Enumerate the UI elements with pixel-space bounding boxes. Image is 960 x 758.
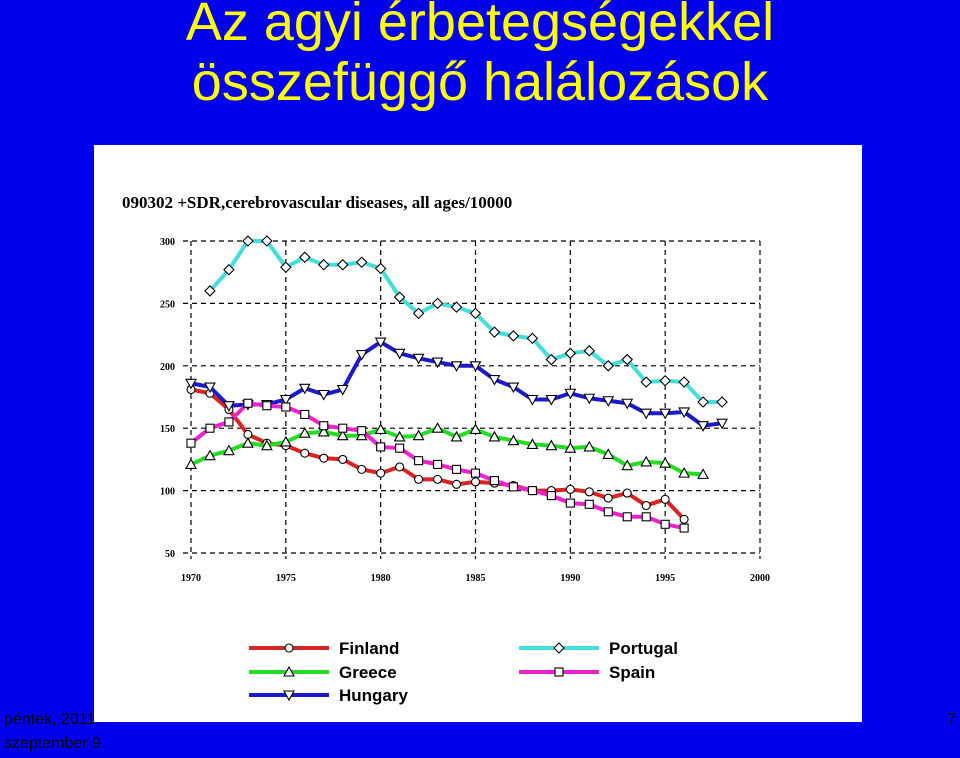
spain-point bbox=[472, 469, 480, 477]
finland-point bbox=[680, 515, 688, 523]
spain-point bbox=[528, 487, 536, 495]
series-portugal bbox=[205, 236, 727, 407]
chart-series bbox=[186, 236, 727, 532]
legend-label: Portugal bbox=[609, 639, 678, 658]
footer-date bbox=[4, 708, 105, 756]
legend-marker bbox=[554, 643, 564, 653]
legend-item-hungary bbox=[249, 686, 409, 705]
spain-point bbox=[225, 418, 233, 426]
spain-point bbox=[490, 477, 498, 485]
slide-title-line2: összefüggő halálozások bbox=[191, 52, 769, 112]
portugal-point bbox=[357, 257, 367, 267]
spain-point bbox=[263, 402, 271, 410]
legend-marker bbox=[285, 644, 293, 652]
x-tick-label: 1970 bbox=[181, 573, 201, 584]
x-tick-label: 1985 bbox=[465, 573, 486, 584]
x-tick-label: 1980 bbox=[370, 573, 391, 584]
spain-point bbox=[680, 524, 688, 532]
spain-point bbox=[547, 492, 555, 500]
finland-point bbox=[604, 494, 612, 502]
finland-point bbox=[301, 449, 309, 457]
x-tick-label: 2000 bbox=[750, 573, 770, 584]
spain-point bbox=[206, 424, 214, 432]
finland-point bbox=[642, 502, 650, 510]
finland-point bbox=[415, 475, 423, 483]
spain-point bbox=[415, 457, 423, 465]
finland-point bbox=[585, 488, 593, 496]
y-tick-label: 150 bbox=[160, 424, 175, 436]
spain-point bbox=[623, 513, 631, 521]
spain-point bbox=[244, 399, 252, 407]
finland-point bbox=[339, 455, 347, 463]
x-tick-label: 1990 bbox=[560, 573, 581, 584]
spain-point bbox=[434, 460, 442, 468]
spain-point bbox=[358, 427, 366, 435]
series-greece bbox=[186, 423, 708, 478]
chart-legend bbox=[249, 639, 678, 705]
footer-date-line1: péntek, 2011. bbox=[4, 711, 100, 728]
page-number: 7 bbox=[947, 711, 956, 728]
finland-point bbox=[453, 480, 461, 488]
legend-item-greece bbox=[249, 663, 397, 682]
footer-date-line2: szeptember 9. bbox=[4, 735, 106, 752]
spain-point bbox=[661, 520, 669, 528]
portugal-point bbox=[565, 348, 575, 358]
finland-point bbox=[320, 454, 328, 462]
spain-point bbox=[509, 483, 517, 491]
spain-point bbox=[453, 465, 461, 473]
slide-title-line1: Az agyi érbetegségekkel bbox=[185, 0, 775, 52]
legend-item-spain bbox=[519, 663, 655, 682]
legend-marker bbox=[555, 668, 563, 676]
finland-point bbox=[377, 469, 385, 477]
finland-point bbox=[396, 463, 404, 471]
portugal-point bbox=[660, 376, 670, 386]
spain-point bbox=[396, 444, 404, 452]
spain-point bbox=[187, 439, 195, 447]
portugal-point bbox=[338, 260, 348, 270]
legend-label: Spain bbox=[609, 663, 656, 682]
spain-point bbox=[377, 443, 385, 451]
finland-point bbox=[358, 465, 366, 473]
legend-label: Finland bbox=[339, 639, 400, 658]
spain-point bbox=[566, 499, 574, 507]
portugal-point bbox=[717, 397, 727, 407]
line-chart bbox=[94, 145, 862, 722]
legend-label: Greece bbox=[339, 663, 397, 682]
y-tick-label: 100 bbox=[160, 486, 175, 498]
finland-point bbox=[566, 485, 574, 493]
spain-point bbox=[642, 513, 650, 521]
y-tick-label: 250 bbox=[160, 299, 175, 311]
legend-item-portugal bbox=[519, 639, 678, 658]
spain-point bbox=[282, 403, 290, 411]
chart-panel bbox=[94, 145, 862, 722]
series-spain bbox=[187, 399, 688, 532]
y-tick-label: 200 bbox=[160, 361, 175, 373]
y-tick-label: 50 bbox=[165, 549, 175, 560]
slide-title bbox=[0, 0, 960, 112]
finland-point bbox=[434, 475, 442, 483]
x-tick-label: 1995 bbox=[655, 573, 676, 584]
x-tick-label: 1975 bbox=[275, 573, 296, 584]
portugal-point bbox=[508, 331, 518, 341]
finland-point bbox=[661, 495, 669, 503]
finland-point bbox=[623, 489, 631, 497]
y-tick-label: 300 bbox=[160, 237, 175, 248]
spain-point bbox=[604, 508, 612, 516]
spain-point bbox=[301, 410, 309, 418]
finland-point bbox=[472, 478, 480, 486]
spain-point bbox=[339, 424, 347, 432]
legend-label: Hungary bbox=[339, 686, 408, 705]
legend-item-finland bbox=[249, 639, 399, 658]
spain-point bbox=[320, 422, 328, 430]
chart-title: 090302 +SDR,cerebrovascular diseases, all ages/10000 bbox=[122, 193, 513, 212]
spain-point bbox=[585, 500, 593, 508]
